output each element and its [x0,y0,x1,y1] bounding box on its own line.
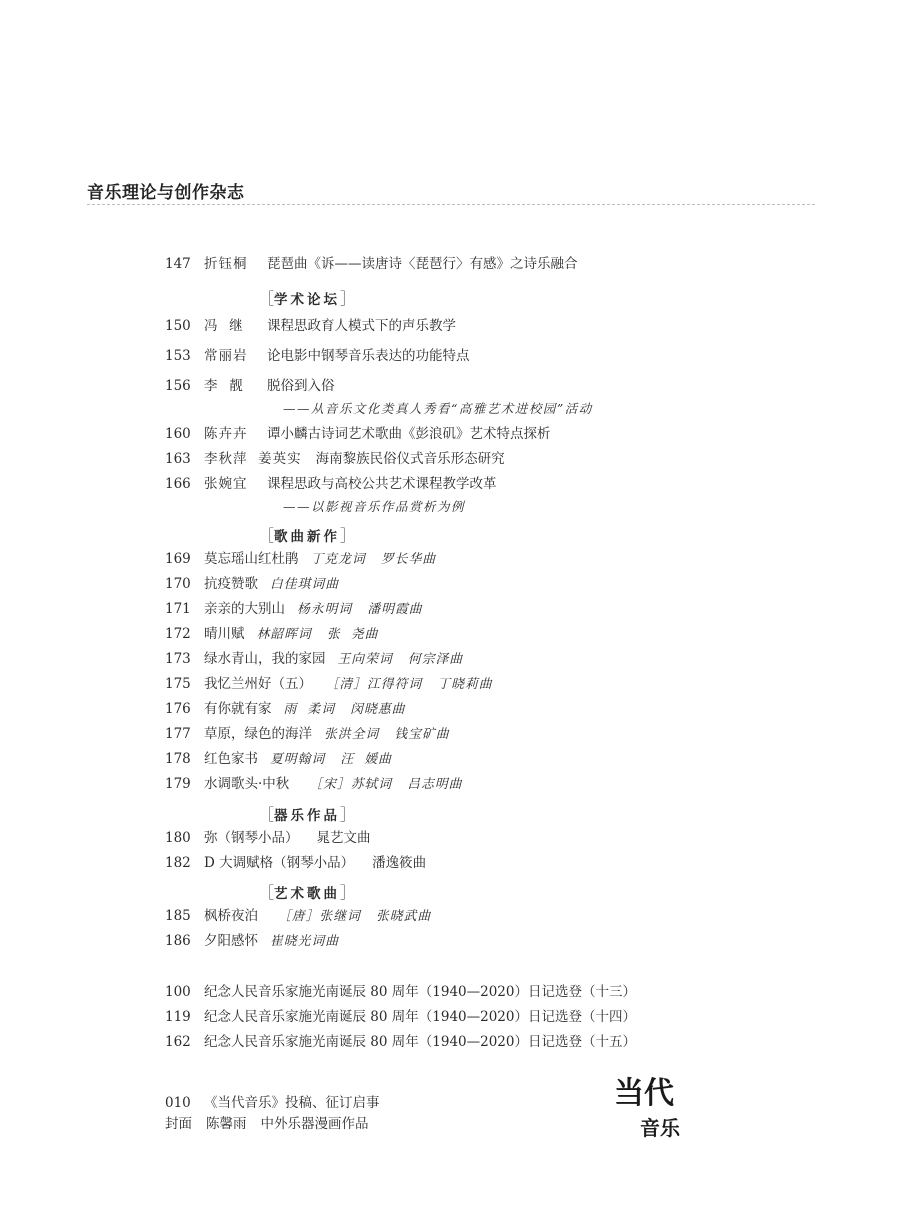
song-title: 有你就有家 [204,701,272,717]
page-number: 179 [165,776,191,792]
author: 张婉宜 [204,476,248,492]
toc-entry[interactable] [165,255,578,273]
page-number: 177 [165,726,191,742]
page-number: 176 [165,701,191,717]
song-credit: 白佳琪词曲 [270,577,339,592]
toc-entry[interactable] [165,600,423,619]
page-number: 182 [165,855,191,871]
article-title: 纪念人民音乐家施光南诞辰 80 周年（1940—2020）日记选登（十三） [204,984,636,1000]
song-credit: 丁克龙词 罗长华曲 [310,552,437,567]
toc-entry[interactable] [165,317,456,335]
article-title: 琵琶曲《诉——读唐诗〈琵琶行〉有感》之诗乐融合 [267,256,578,272]
article-title: 课程思政与高校公共艺术课程教学改革 [267,476,497,492]
article-title: 谭小麟古诗词艺术歌曲《彭浪矶》艺术特点探析 [267,426,551,442]
article-title: 论电影中钢琴音乐表达的功能特点 [267,348,470,364]
toc-entry[interactable] [165,1008,636,1026]
article-title: 脱俗到入俗 [267,378,335,394]
page-number: 163 [165,451,191,467]
toc-entry[interactable] [165,700,405,719]
page-number: 171 [165,601,191,617]
song-credit: 杨永明词 潘明霞曲 [297,602,423,617]
page-number: 100 [165,984,191,1000]
page-number: 010 [165,1095,191,1111]
page-number: 178 [165,751,191,767]
submission-notice[interactable] [165,1094,380,1112]
toc-entry[interactable] [165,725,450,744]
author: 折钰桐 [204,256,248,272]
song-title: 绿水青山，我的家园 [204,651,326,667]
song-title: 莫忘瑶山红杜鹃 [204,551,299,567]
article-title: 海南黎族民俗仪式音乐形态研究 [315,451,505,467]
page-number: 153 [165,348,191,364]
author: 常丽岩 [204,348,248,364]
toc-entry[interactable] [165,983,636,1001]
page-number: 166 [165,476,191,492]
toc-entry[interactable] [165,1033,636,1051]
page-number: 173 [165,651,191,667]
page-number: 175 [165,676,191,692]
song-credit: 崔晓光词曲 [270,934,339,949]
song-title: 我忆兰州好（五） [204,676,312,692]
article-subtitle: ——以影视音乐作品赏析为例 [283,499,466,514]
song-title: 抗疫赞歌 [204,576,258,592]
section-heading-art-songs: ［艺术歌曲］ [258,883,357,902]
toc-entry[interactable] [165,550,436,569]
author: 李 靓 [204,378,244,394]
section-heading-songs: ［歌曲新作］ [258,526,357,545]
article-title: 纪念人民音乐家施光南诞辰 80 周年（1940—2020）日记选登（十四） [204,1009,636,1025]
song-credit: 夏明翰词 汪 媛曲 [270,752,392,767]
toc-entry[interactable] [165,347,470,365]
song-credit: ［清］江得符词 丁晓莉曲 [332,677,493,692]
journal-logo [610,1073,695,1141]
article-title: 课程思政育人模式下的声乐教学 [267,318,456,334]
song-title: 枫桥夜泊 [204,908,258,924]
section-heading-instrumental: ［器乐作品］ [258,805,357,824]
toc-entry[interactable] [165,377,335,395]
header-dashed-rule [87,204,815,205]
toc-entry[interactable] [165,932,339,951]
page-number: 185 [165,908,191,924]
cover-author: 陈馨雨 [206,1116,247,1132]
song-title: 夕阳感怀 [204,933,258,949]
toc-entry[interactable] [165,575,339,594]
piece-title: 弥（钢琴小品） [204,830,299,846]
toc-entry[interactable] [165,625,378,644]
piece-credit: 潘逸筱曲 [372,855,427,871]
toc-entry[interactable] [165,475,497,493]
piece-title: D 大调赋格（钢琴小品） [204,855,355,871]
page-number: 169 [165,551,191,567]
article-title: 纪念人民音乐家施光南诞辰 80 周年（1940—2020）日记选登（十五） [204,1034,636,1050]
song-credit: ［唐］张继词 张晓武曲 [278,909,432,924]
toc-entry[interactable] [165,907,431,926]
svg-text:音乐: 音乐 [640,1116,680,1140]
page-number: 119 [165,1009,191,1025]
toc-entry[interactable] [165,650,463,669]
song-title: 水调歌头·中秋 [204,776,290,792]
song-credit: 王向荣词 何宗泽曲 [337,652,464,667]
page-number: 180 [165,830,191,846]
author: 陈卉卉 [204,426,248,442]
journal-header-title: 音乐理论与创作杂志 [87,183,245,203]
page-number: 160 [165,426,191,442]
toc-entry[interactable] [165,775,462,794]
page-number: 156 [165,378,191,394]
toc-entry[interactable] [165,675,493,694]
page-number: 162 [165,1034,191,1050]
song-title: 草原，绿色的海洋 [204,726,312,742]
page-number: 186 [165,933,191,949]
song-credit: 林韶晖词 张 尧曲 [256,627,379,642]
page-number: 147 [165,256,191,272]
song-credit: ［宋］苏轼词 吕志明曲 [309,777,463,792]
notice-title: 《当代音乐》投稿、征订启事 [204,1095,380,1111]
cover-label: 封面 [165,1116,192,1132]
svg-text:当代: 当代 [614,1076,674,1111]
song-credit: 雨 柔词 闵晓惠曲 [283,702,406,717]
author: 李秋萍 姜英实 [204,451,302,467]
song-title: 亲亲的大别山 [204,601,285,617]
toc-entry[interactable] [165,450,505,468]
toc-entry[interactable] [165,425,551,443]
author: 冯 继 [204,318,244,334]
toc-entry[interactable] [165,750,392,769]
song-credit: 张洪全词 钱宝矿曲 [324,727,450,742]
article-subtitle: ——从音乐文化类真人秀看“高雅艺术进校园”活动 [283,401,593,416]
page-number: 170 [165,576,191,592]
section-heading-academic: ［学术论坛］ [258,289,357,308]
cover-credit [165,1115,369,1133]
page-number: 150 [165,318,191,334]
toc-entry[interactable] [165,829,371,847]
song-title: 红色家书 [204,751,258,767]
song-title: 晴川赋 [204,626,245,642]
page-number: 172 [165,626,191,642]
toc-entry[interactable] [165,854,426,872]
cover-title: 中外乐器漫画作品 [260,1116,369,1132]
piece-credit: 晁艺文曲 [316,830,371,846]
